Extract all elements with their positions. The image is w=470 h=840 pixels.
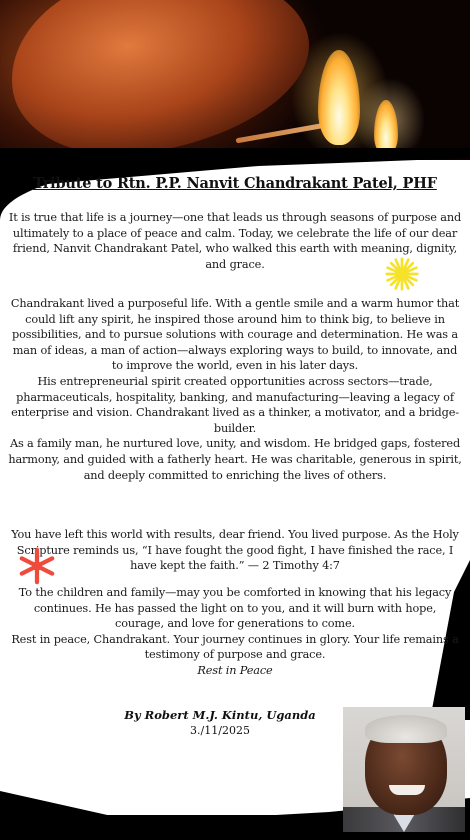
rest-in-peace-text: Rest in Peace [197, 663, 273, 677]
asterisk-flower-icon [18, 547, 56, 585]
portrait-hair [365, 715, 447, 743]
paragraph-enterprise: His entrepreneurial spirit created opportunities across sectors—trade, pharmaceuticals, hospitality, banking, and manufacturing—leaving a legacy of enterprise and vision. Chandrakant lived as a thinker, a motivator, and a bridge-builder. [11, 374, 459, 435]
portrait-smile [389, 785, 425, 795]
paragraph-closing [8, 585, 462, 679]
paragraph-comfort: To the children and family—may you be comforted in knowing that his legacy continues. He has passed the light on to you, and it will burn with hope, courage, and love for generations to come. [18, 586, 452, 631]
candle-flame-icon [318, 50, 360, 145]
candle-flame-icon [374, 100, 398, 155]
paragraph-life [8, 296, 462, 483]
paragraph-purpose: Chandrakant lived a purposeful life. With a gentle smile and a warm humor that could lift any spirit, he inspired those around him to think big, to believe in possibilities, and to pursue solutions with courage and determination. He was a man of ideas, a man of action—always exploring ways to build, to innovate, and to improve the world, even in his later days. [10, 297, 460, 373]
hand-shape [0, 0, 321, 170]
paragraph-rest: Rest in peace, Chandrakant. Your journey continues in glory. Your life remains a testimony of purpose and grace. [11, 632, 459, 662]
paragraph-scripture: You have left this world with results, dear friend. You lived purpose. As the Holy Scripture reminds us, “I have fought the good fight, I have finished the race, I have kept the faith.” — 2 Timothy 4:7 [11, 528, 459, 573]
portrait-photo [343, 707, 465, 832]
paragraph-intro: It is true that life is a journey—one that leads us through seasons of purpose and ultimately to a place of peace and calm. Today, we celebrate the life of our dear friend, Nanvit Chandrakant Patel, who walked this earth with meaning, dignity, and grace. [8, 211, 462, 271]
sparkle-icon [384, 256, 420, 292]
tribute-title: Tribute to Rtn. P.P. Nanvit Chandrakant Patel, PHF [33, 175, 437, 192]
paragraph-family: As a family man, he nurtured love, unity, and wisdom. He bridged gaps, fostered harmony, and guided with a fatherly heart. He was charitable, generous in spirit, and deeply committed to enriching the lives of others. [8, 437, 462, 482]
author-byline: By Robert M.J. Kintu, Uganda [124, 708, 316, 722]
tribute-date: 3./11/2025 [190, 724, 250, 737]
